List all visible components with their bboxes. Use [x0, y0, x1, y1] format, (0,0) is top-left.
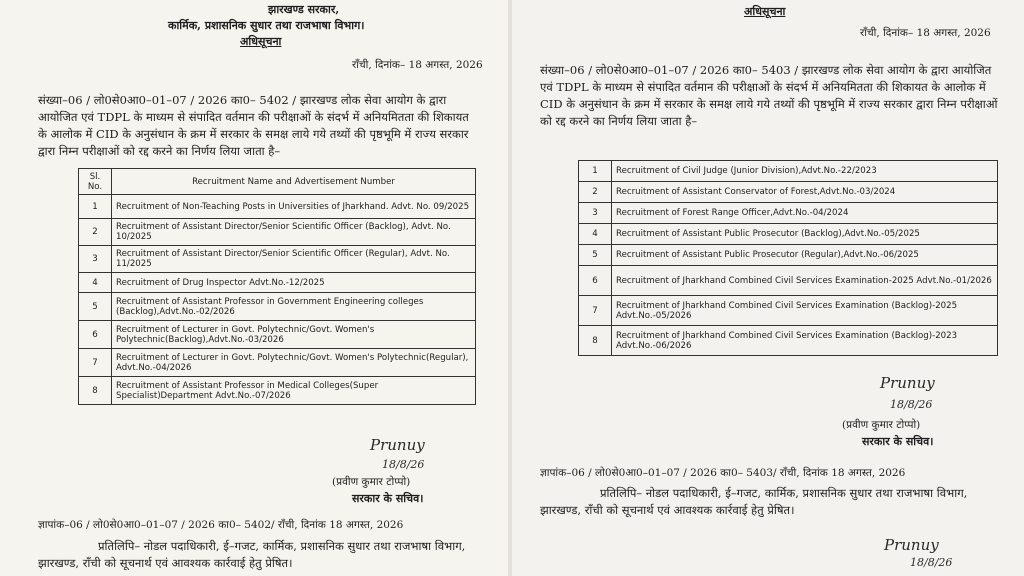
- table-row: 2 Recruitment of Assistant Conservator of Forest,Advt.No.-03/2024: [579, 182, 998, 203]
- department-name: कार्मिक, प्रशासनिक सुधार तथा राजभाषा विभाग।: [168, 19, 365, 32]
- table-row: 4 Recruitment of Assistant Public Prosecutor (Backlog),Advt.No.-05/2025: [579, 224, 998, 245]
- table-row: 7 Recruitment of Jharkhand Combined Civil Services Examination (Backlog)-2025 Advt.No.-05/2026: [579, 296, 998, 326]
- signature-scribble-2: Prunuy: [884, 536, 939, 554]
- table-row: 6 Recruitment of Jharkhand Combined Civil Services Examination-2025 Advt.No.-01/2026: [579, 266, 998, 296]
- notification-page-right: [512, 0, 1024, 576]
- signatory-title: सरकार के सचिव।: [862, 435, 934, 448]
- table-row: 7 Recruitment of Lecturer in Govt. Polytechnic/Govt. Women's Polytechnic(Regular), Advt.No.-04/2026: [79, 349, 476, 377]
- notification-date: राँची, दिनांक– 18 अगस्त, 2026: [352, 59, 483, 71]
- notification-heading: अधिसूचना: [240, 35, 282, 48]
- table-row: 3 Recruitment of Assistant Director/Senior Scientific Officer (Regular), Advt. No. 11/2025: [79, 246, 476, 273]
- memo-number: ज्ञापांक–06 / लो0से0आ0–01–07 / 2026 का0– 5402/ राँची, दिनांक 18 अगस्त, 2026: [38, 519, 404, 531]
- table-row: 8 Recruitment of Jharkhand Combined Civil Services Examination (Backlog)-2023 Advt.No.-06/2026: [579, 326, 998, 356]
- table-row: 1 Recruitment of Civil Judge (Junior Division),Advt.No.-22/2023: [579, 161, 998, 182]
- table-row: 3 Recruitment of Forest Range Officer,Advt.No.-04/2024: [579, 203, 998, 224]
- signature-date-2: 18/8/26: [910, 556, 953, 569]
- table-row: 1 Recruitment of Non-Teaching Posts in Universities of Jharkhand. Advt. No. 09/2025: [79, 195, 476, 219]
- signatory-name: (प्रवीण कुमार टोप्पो): [332, 476, 411, 488]
- table-row: 8 Recruitment of Assistant Professor in Medical Colleges(Super Specialist)Department Advt.No.-07/2026: [79, 377, 476, 405]
- notification-heading: अधिसूचना: [744, 5, 786, 18]
- notification-body: संख्या–06 / लो0से0आ0–01–07 / 2026 का0– 5402 / झारखण्ड लोक सेवा आयोग के द्वारा आयोजित एवं TDPL के माध्यम से संपादित वर्तमान की परीक्षाओं के संदर्भ में अनियमितता की शिकायत के आलोक में CID के अनुसंधान के क्रम में सरकार के समक्ष लाये गये तथ्यों की पृष्ठभूमि में राज्य सरकार द्वारा निम्न परीक्षाओं को रद्द करने का निर्णय लिया जाता है–: [38, 93, 469, 158]
- recruitment-table: [78, 168, 476, 405]
- notification-body: संख्या–06 / लो0से0आ0–01–07 / 2026 का0– 5403 / झारखण्ड लोक सेवा आयोग के द्वारा आयोजित एवं TDPL के माध्यम से संपादित वर्तमान की परीक्षाओं के संदर्भ में अनियमितता की शिकायत के आलोक में CID के अनुसंधान के क्रम में सरकार के समक्ष लाये गये तथ्यों की पृष्ठभूमि में राज्य सरकार द्वारा निम्न परीक्षाओं को रद्द करने का निर्णय लिया जाता है–: [540, 63, 998, 128]
- notification-date: राँची, दिनांक– 18 अगस्त, 2026: [860, 27, 991, 39]
- signature-date: 18/8/26: [890, 398, 933, 411]
- recruitment-table: [578, 160, 998, 356]
- table-row: 4 Recruitment of Drug Inspector Advt.No.-12/2025: [79, 273, 476, 293]
- copy-to: प्रतिलिपि– नोडल पदाधिकारी, ई–गजट, कार्मिक, प्रशासनिक सुधार तथा राजभाषा विभाग, झारखण्ड, राँची को सूचनार्थ एवं आवश्यक कार्रवाई हेतु प्रेषित।: [38, 539, 466, 570]
- signatory-name: (प्रवीण कुमार टोप्पो): [842, 419, 921, 431]
- table-row: 5 Recruitment of Assistant Professor in Government Engineering colleges (Backlog),Advt.No.-02/2026: [79, 293, 476, 321]
- notification-page-left: [0, 0, 508, 576]
- col-header-sl-no: Sl. No.: [79, 169, 112, 195]
- signature-date: 18/8/26: [382, 458, 425, 471]
- signature-scribble: Prunuy: [880, 374, 935, 392]
- signatory-title: सरकार के सचिव।: [352, 492, 424, 505]
- table-row: 2 Recruitment of Assistant Director/Senior Scientific Officer (Backlog), Advt. No. 10/2025: [79, 219, 476, 246]
- memo-number: ज्ञापांक–06 / लो0से0आ0–01–07 / 2026 का0– 5403/ राँची, दिनांक 18 अगस्त, 2026: [540, 467, 906, 479]
- copy-to: प्रतिलिपि– नोडल पदाधिकारी, ई–गजट, कार्मिक, प्रशासनिक सुधार तथा राजभाषा विभाग, झारखण्ड, राँची को सूचनार्थ एवं आवश्यक कार्रवाई हेतु प्रेषित।: [540, 486, 968, 517]
- govt-name: झारखण्ड सरकार,: [268, 3, 340, 16]
- signature-scribble: Prunuy: [370, 436, 425, 454]
- table-row: 5 Recruitment of Assistant Public Prosecutor (Regular),Advt.No.-06/2025: [579, 245, 998, 266]
- col-header-recruitment: Recruitment Name and Advertisement Number: [112, 169, 476, 195]
- table-row: 6 Recruitment of Lecturer in Govt. Polytechnic/Govt. Women's Polytechnic(Backlog),Advt.No.-03/2026: [79, 321, 476, 349]
